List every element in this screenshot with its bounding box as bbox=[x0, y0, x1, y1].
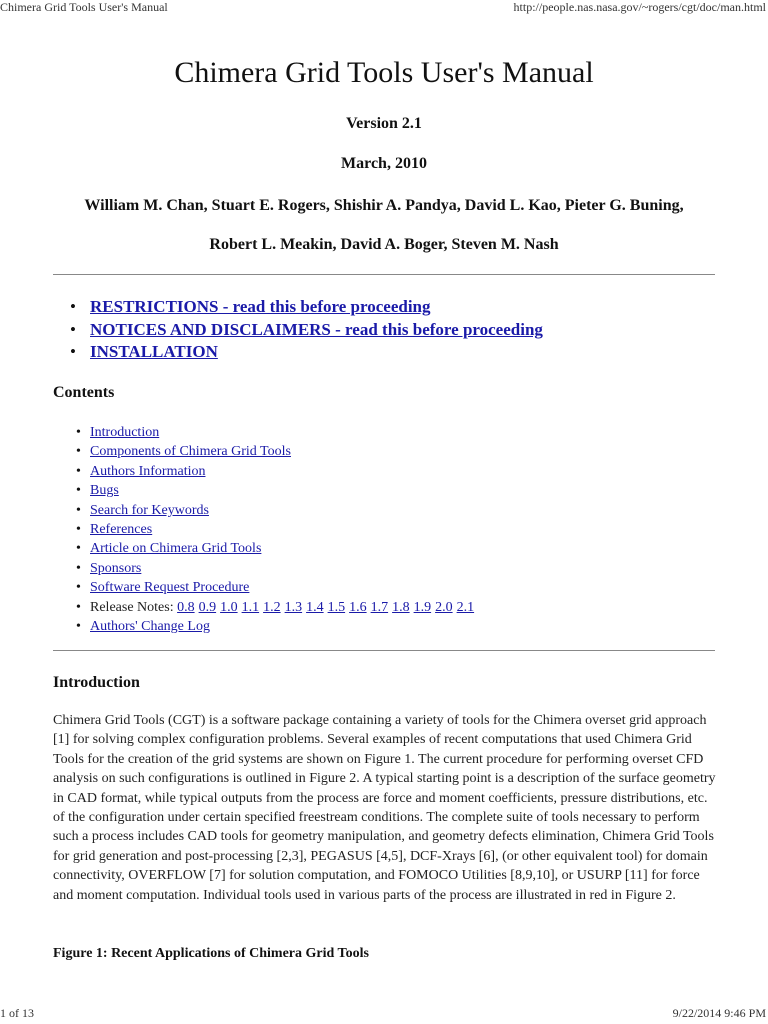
release-link[interactable]: 1.8 bbox=[392, 599, 410, 615]
top-links bbox=[70, 296, 543, 364]
authors-line-2: Robert L. Meakin, David A. Boger, Steven M. Nash bbox=[209, 236, 559, 253]
release-link[interactable]: 1.6 bbox=[349, 599, 367, 615]
toc-link-components[interactable]: Components of Chimera Grid Tools bbox=[90, 444, 291, 460]
contents-heading: Contents bbox=[53, 384, 115, 401]
release-link[interactable]: 0.9 bbox=[198, 599, 217, 615]
notices-link[interactable]: NOTICES AND DISCLAIMERS - read this before proceeding bbox=[90, 319, 543, 339]
date: March, 2010 bbox=[341, 155, 427, 172]
page-title: Chimera Grid Tools User's Manual bbox=[174, 56, 594, 89]
list-item bbox=[76, 539, 478, 558]
print-header-url: http://people.nas.nasa.gov/~rogers/cgt/doc/man.html bbox=[513, 0, 766, 14]
release-link[interactable]: 1.2 bbox=[263, 599, 281, 615]
divider bbox=[53, 274, 715, 275]
release-link[interactable]: 0.8 bbox=[177, 599, 195, 615]
release-notes-label: Release Notes: bbox=[90, 599, 174, 615]
introduction-paragraph: Chimera Grid Tools (CGT) is a software package containing a variety of tools for the Chimera overset grid approach [1] for solving complex configuration problems. Several examples of recent computations that used Chimera Grid Tools for the creation of the grid systems are shown on Figure 1. The current procedure for performing overset CFD analysis on such configurations is outlined in Figure 2. A typical starting point is a description of the surface geometry in CAD format, while typical outputs from the process are force and moment coefficients, pressure distributions, etc. of the configuration under certain specified freestream conditions. The complete suite of tools necessary to perform such a process includes CAD tools for geometry manipulation, and geometry defects elimination, Chimera Grid Tools for grid generation and post-processing [2,3], PEGASUS [4,5], DCF-Xrays [6], (or other equivalent tool) for domain connectivity, OVERFLOW [7] for solution computation, and FOMOCO Utilities [8,9,10], or USURP [11] for force and moment computation. Individual tools used in various parts of the process are illustrated in red in Figure 2. bbox=[53, 713, 716, 903]
list-item bbox=[76, 617, 478, 636]
release-link[interactable]: 1.1 bbox=[241, 599, 260, 615]
list-item bbox=[76, 578, 478, 597]
figure-caption: Figure 1: Recent Applications of Chimera Grid Tools bbox=[53, 946, 369, 961]
release-link[interactable]: 1.4 bbox=[306, 599, 324, 615]
release-link[interactable]: 2.0 bbox=[435, 599, 453, 615]
installation-link[interactable]: INSTALLATION bbox=[90, 342, 218, 361]
release-link[interactable]: 1.0 bbox=[220, 599, 238, 615]
divider bbox=[53, 650, 715, 651]
release-link[interactable]: 1.7 bbox=[370, 599, 389, 615]
toc-link-article[interactable]: Article on Chimera Grid Tools bbox=[90, 541, 262, 557]
toc-link-authors[interactable]: Authors Information bbox=[90, 463, 206, 479]
list-item bbox=[76, 501, 478, 520]
list-item bbox=[70, 319, 543, 342]
contents-list bbox=[76, 423, 478, 636]
list-item bbox=[70, 341, 543, 364]
list-item bbox=[76, 481, 478, 500]
restrictions-link[interactable]: RESTRICTIONS - read this before proceeding bbox=[90, 297, 431, 316]
print-header-title: Chimera Grid Tools User's Manual bbox=[0, 0, 168, 14]
version: Version 2.1 bbox=[346, 115, 422, 132]
toc-link-references[interactable]: References bbox=[90, 522, 153, 538]
toc-link-bugs[interactable]: Bugs bbox=[90, 483, 119, 499]
release-link[interactable]: 1.3 bbox=[284, 599, 303, 615]
release-link[interactable]: 1.9 bbox=[413, 599, 432, 615]
release-notes-item bbox=[76, 598, 478, 617]
release-link[interactable]: 2.1 bbox=[456, 599, 475, 615]
toc-link-software-request[interactable]: Software Request Procedure bbox=[90, 580, 250, 596]
toc-link-introduction[interactable]: Introduction bbox=[90, 425, 160, 440]
list-item bbox=[70, 296, 543, 319]
list-item bbox=[76, 442, 478, 461]
toc-link-sponsors[interactable]: Sponsors bbox=[90, 560, 142, 576]
list-item bbox=[76, 559, 478, 578]
print-timestamp: 9/22/2014 9:46 PM bbox=[672, 1006, 766, 1020]
toc-link-changelog[interactable]: Authors' Change Log bbox=[90, 619, 210, 635]
release-link[interactable]: 1.5 bbox=[327, 599, 346, 615]
list-item bbox=[76, 423, 478, 442]
list-item bbox=[76, 520, 478, 539]
authors-line-1: William M. Chan, Stuart E. Rogers, Shishir A. Pandya, David L. Kao, Pieter G. Buning, bbox=[84, 197, 684, 214]
toc-link-search[interactable]: Search for Keywords bbox=[90, 502, 209, 518]
page-number: 1 of 13 bbox=[0, 1006, 34, 1020]
list-item bbox=[76, 462, 478, 481]
introduction-heading: Introduction bbox=[53, 674, 140, 691]
